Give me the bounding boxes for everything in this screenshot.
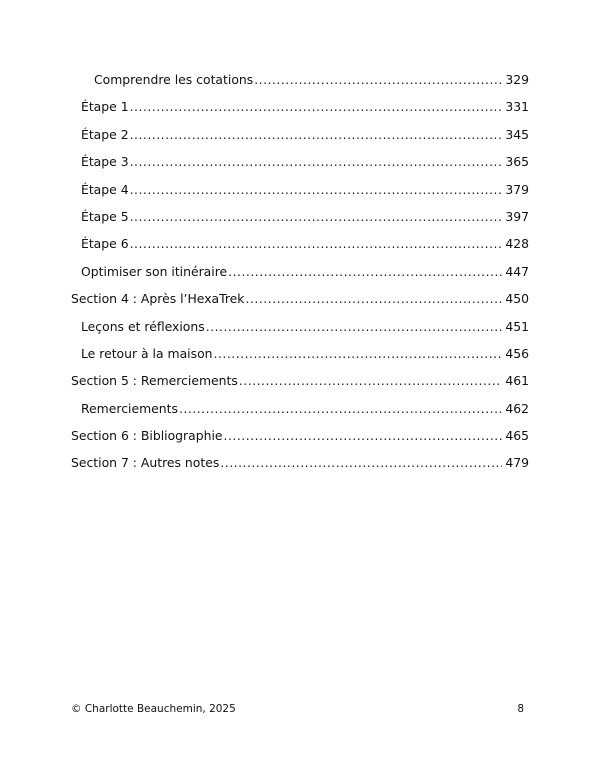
toc-entry-page: 379 xyxy=(505,181,529,197)
toc-dot-leader xyxy=(239,367,503,394)
toc-entry-page: 462 xyxy=(505,400,529,416)
toc-dot-leader xyxy=(224,422,503,449)
toc-entry-comprendre-les-cotations[interactable] xyxy=(0,66,600,93)
toc-entry-label: Section 4 : Après l’HexaTrek xyxy=(71,291,245,307)
toc-entry-label: Le retour à la maison xyxy=(81,345,213,361)
toc-dot-leader xyxy=(130,176,503,203)
toc-entry-page: 428 xyxy=(505,236,529,252)
toc-entry-le-retour-a-la-maison[interactable] xyxy=(0,340,600,367)
toc-dot-leader xyxy=(130,121,503,148)
toc-dot-leader xyxy=(228,258,502,285)
toc-dot-leader xyxy=(206,313,503,340)
toc-dot-leader xyxy=(130,203,503,230)
toc-entry-label: Étape 2 xyxy=(81,126,129,142)
toc-entry-section-7[interactable] xyxy=(0,449,600,476)
toc-entry-label: Section 7 : Autres notes xyxy=(71,455,220,471)
toc-entry-lecons-et-reflexions[interactable] xyxy=(0,313,600,340)
toc-entry-page: 345 xyxy=(505,126,529,142)
toc-entry-label: Section 6 : Bibliographie xyxy=(71,428,223,444)
toc-entry-page: 451 xyxy=(505,318,529,334)
toc-dot-leader xyxy=(130,230,503,257)
toc-entry-page: 461 xyxy=(505,373,529,389)
toc-entry-page: 465 xyxy=(505,428,529,444)
toc-entry-label: Leçons et réflexions xyxy=(81,318,205,334)
toc-dot-leader xyxy=(246,285,503,312)
toc-entry-remerciements[interactable] xyxy=(0,395,600,422)
toc-entry-page: 397 xyxy=(505,208,529,224)
toc-entry-etape-5[interactable] xyxy=(0,203,600,230)
table-of-contents xyxy=(0,66,600,477)
toc-entry-page: 365 xyxy=(505,154,529,170)
toc-entry-page: 447 xyxy=(505,263,529,279)
toc-dot-leader xyxy=(130,148,503,175)
toc-entry-label: Étape 1 xyxy=(81,99,129,115)
toc-entry-label: Étape 5 xyxy=(81,208,129,224)
footer-copyright: © Charlotte Beauchemin, 2025 xyxy=(71,703,236,715)
toc-dot-leader xyxy=(220,449,502,476)
toc-dot-leader xyxy=(130,93,503,120)
toc-entry-page: 329 xyxy=(505,72,529,87)
toc-entry-etape-3[interactable] xyxy=(0,148,600,175)
toc-entry-page: 450 xyxy=(505,291,529,307)
toc-entry-page: 456 xyxy=(505,345,529,361)
toc-entry-etape-1[interactable] xyxy=(0,93,600,120)
toc-entry-label: Étape 4 xyxy=(81,181,129,197)
toc-entry-etape-4[interactable] xyxy=(0,176,600,203)
toc-entry-label: Remerciements xyxy=(81,400,178,416)
footer-page-number: 8 xyxy=(517,703,524,715)
toc-entry-label: Comprendre les cotations xyxy=(94,72,254,87)
toc-entry-section-5[interactable] xyxy=(0,367,600,394)
toc-entry-page: 331 xyxy=(505,99,529,115)
toc-entry-etape-6[interactable] xyxy=(0,230,600,257)
toc-entry-etape-2[interactable] xyxy=(0,121,600,148)
toc-dot-leader xyxy=(179,395,502,422)
toc-entry-label: Étape 3 xyxy=(81,154,129,170)
toc-entry-page: 479 xyxy=(505,455,529,471)
toc-entry-label: Optimiser son itinéraire xyxy=(81,263,228,279)
toc-entry-section-6[interactable] xyxy=(0,422,600,449)
toc-dot-leader xyxy=(254,66,502,93)
toc-entry-optimiser-son-itineraire[interactable] xyxy=(0,258,600,285)
toc-entry-section-4[interactable] xyxy=(0,285,600,312)
toc-entry-label: Étape 6 xyxy=(81,236,129,252)
toc-dot-leader xyxy=(214,340,503,367)
toc-entry-label: Section 5 : Remerciements xyxy=(71,373,238,389)
